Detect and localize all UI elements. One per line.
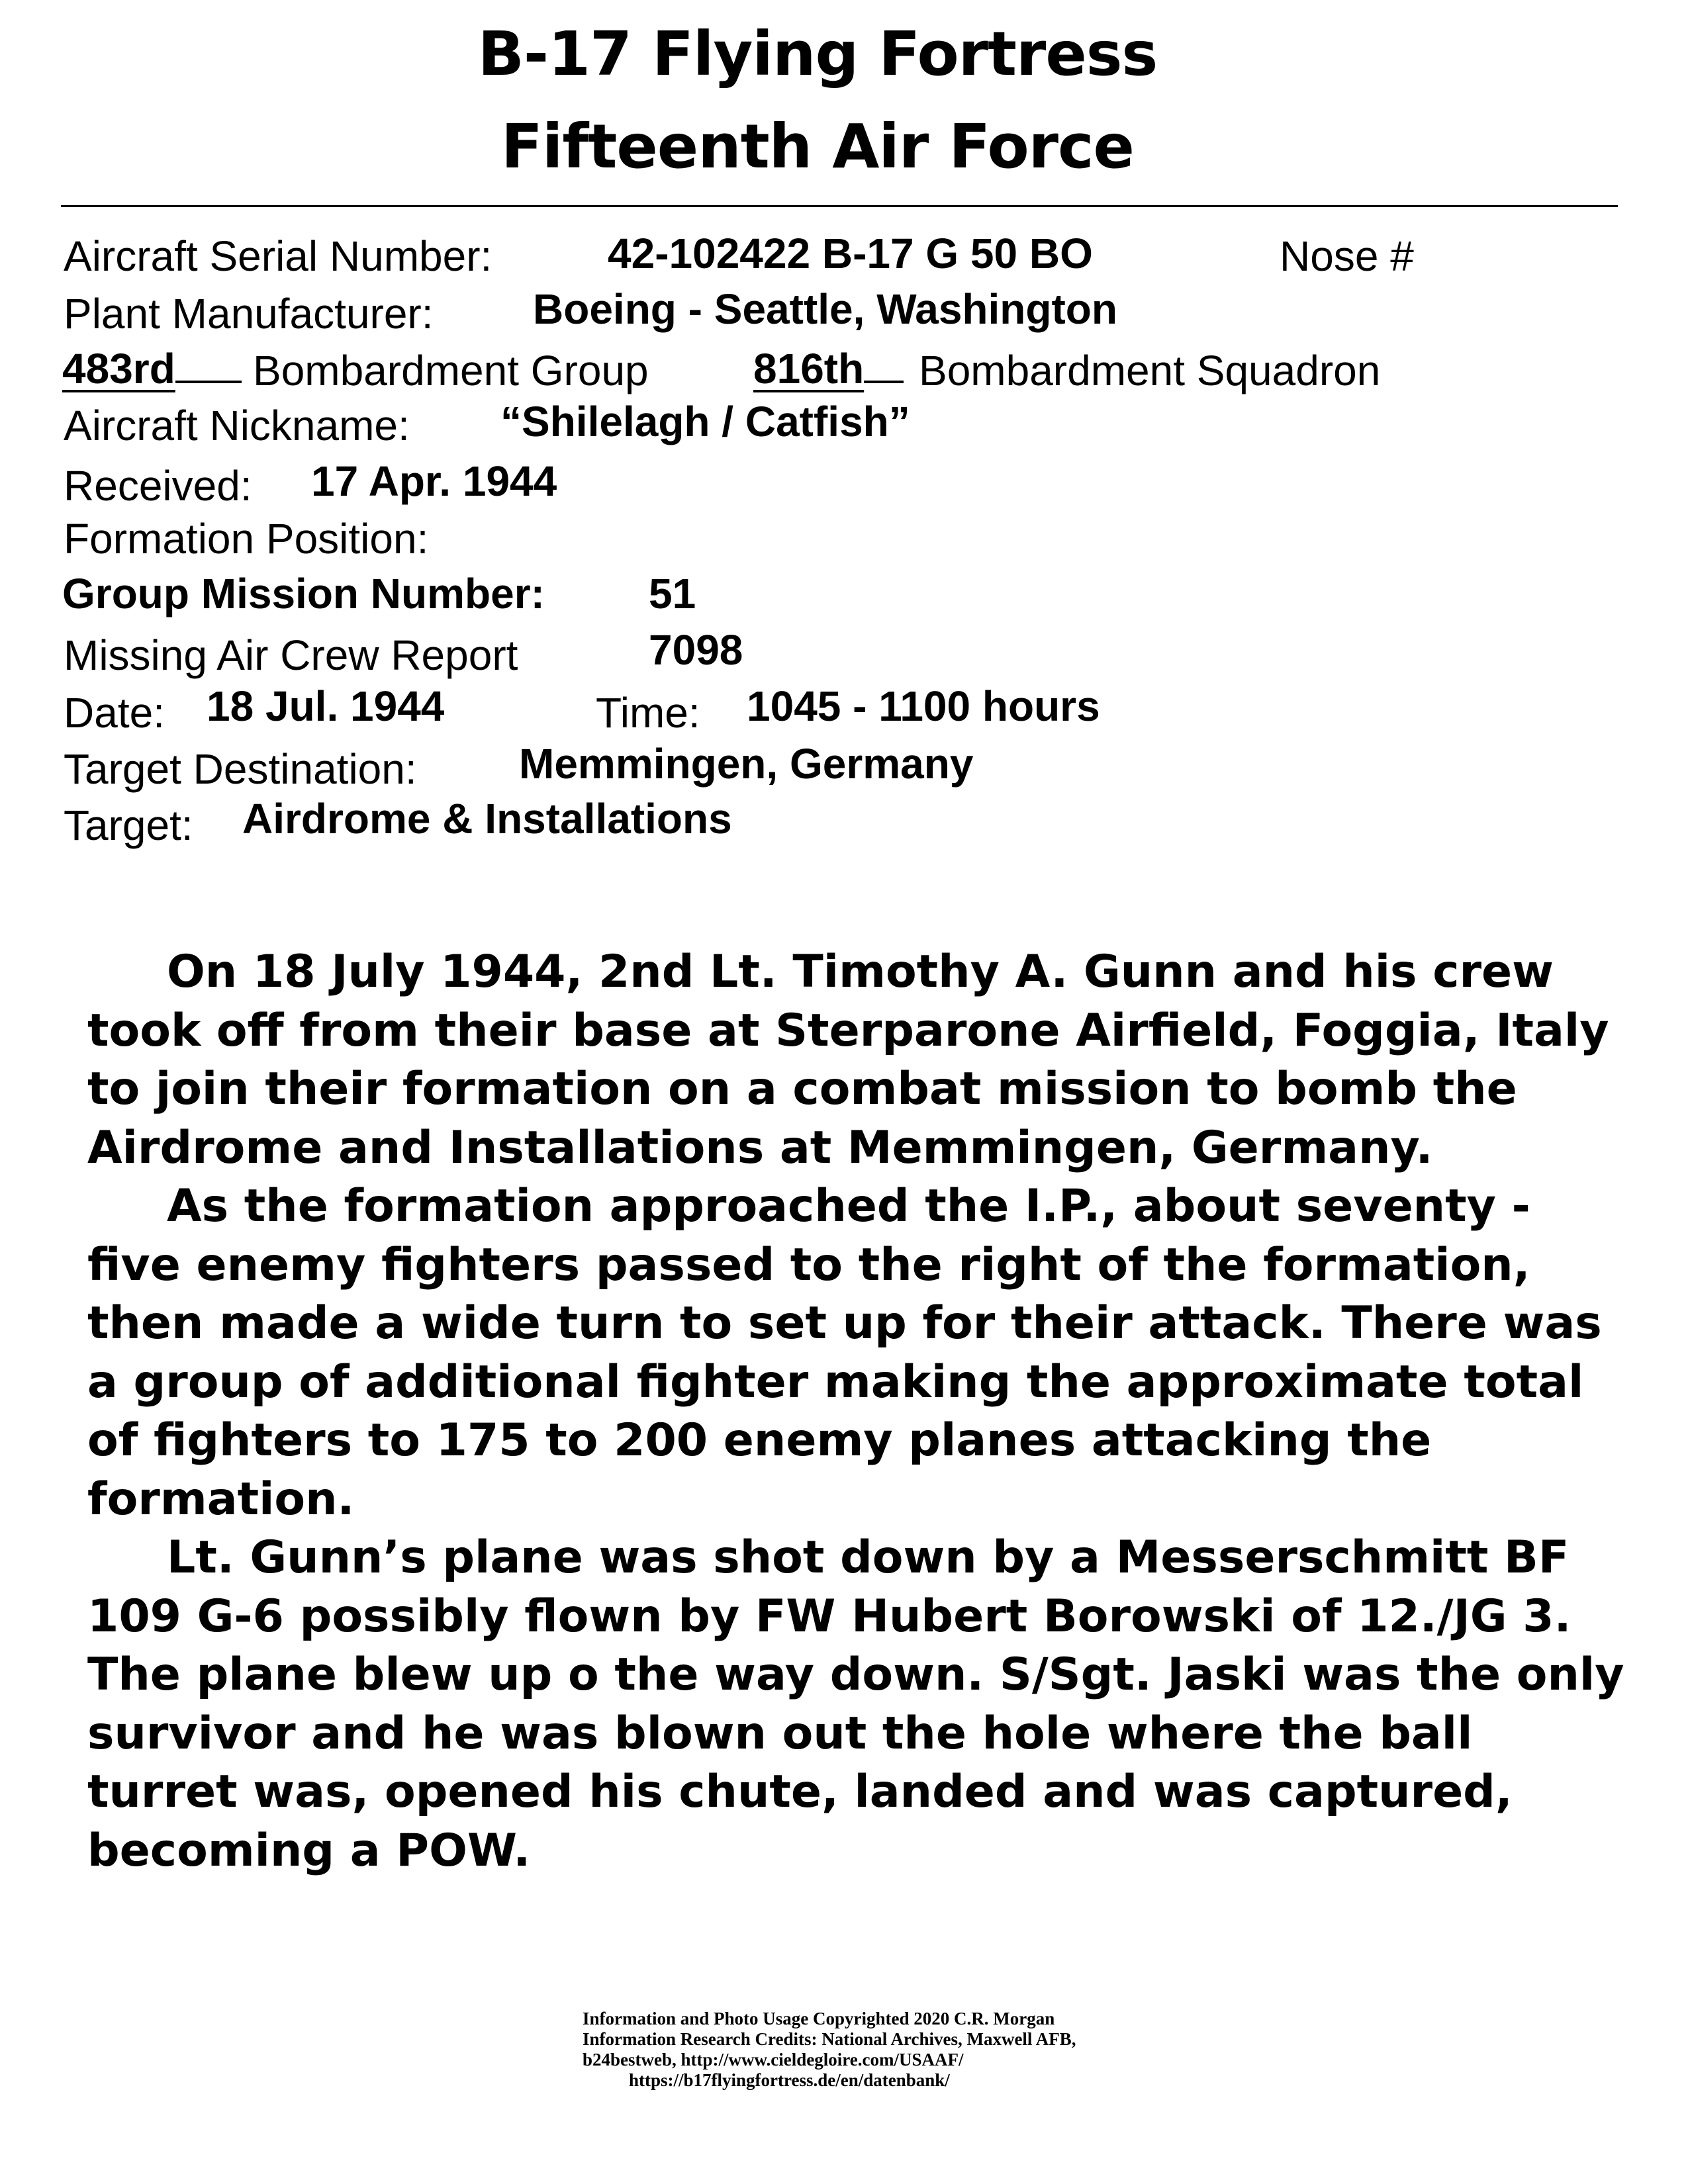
time-value: 1045 - 1100 hours <box>747 682 1100 730</box>
date-value: 18 Jul. 1944 <box>207 682 445 730</box>
mission-narrative <box>87 943 1630 1880</box>
nickname-value: “Shilelagh / Catfish” <box>500 398 910 445</box>
credits-footer <box>583 2009 1076 2091</box>
nose-label: Nose # <box>1280 232 1414 280</box>
destination-label: Target Destination: <box>64 745 417 793</box>
plant-value: Boeing - Seattle, Washington <box>533 285 1117 333</box>
narrative-paragraph-2: As the formation approached the I.P., about seventy - five enemy fighters passed to the right of the formation, then made a wide turn to set up for their attack. There was a group of additional fighter making the approximate total of fighters to 175 to 200 enemy planes attacking the formation. <box>87 1180 1602 1525</box>
formation-label: Formation Position: <box>64 515 429 563</box>
title-line-2: Fifteenth Air Force <box>501 111 1134 182</box>
time-label: Time: <box>596 689 700 737</box>
macr-value: 7098 <box>649 626 743 674</box>
footer-line-3: b24bestweb, http://www.cieldegloire.com/USAAF/ <box>583 2050 964 2070</box>
footer-line-4: https://b17flyingfortress.de/en/datenbank/ <box>629 2070 950 2090</box>
destination-value: Memmingen, Germany <box>519 740 974 788</box>
serial-label: Aircraft Serial Number: <box>64 232 492 280</box>
nickname-label: Aircraft Nickname: <box>64 402 410 449</box>
target-value: Airdrome & Installations <box>242 795 732 842</box>
mission-label: Group Mission Number: <box>62 570 545 617</box>
macr-label: Missing Air Crew Report <box>64 631 518 679</box>
title-line-1: B-17 Flying Fortress <box>477 19 1158 89</box>
squadron-number: 816th <box>753 344 904 393</box>
received-value: 17 Apr. 1944 <box>311 457 557 505</box>
group-label: Bombardment Group <box>253 347 649 394</box>
serial-value: 42-102422 B-17 G 50 BO <box>608 230 1093 277</box>
mission-value: 51 <box>649 570 696 617</box>
narrative-paragraph-3: Lt. Gunn’s plane was shot down by a Messerschmitt BF 109 G-6 possibly flown by FW Hubert Borowski of 12./JG 3. The plane blew up o the way down. S/Sgt. Jaski was the only survivor and he was blown out the hole where the ball turret was, opened his chute, landed and was captured, becoming a POW. <box>87 1531 1624 1877</box>
received-label: Received: <box>64 462 252 510</box>
squadron-label: Bombardment Squadron <box>919 347 1381 394</box>
narrative-paragraph-1: On 18 July 1944, 2nd Lt. Timothy A. Gunn and his crew took off from their base at Sterparone Airfield, Foggia, Italy to join their formation on a combat mission to bomb the Airdrome and Installations at Memmingen, Germany. <box>87 946 1609 1174</box>
header-divider <box>61 205 1618 207</box>
footer-line-1: Information and Photo Usage Copyrighted 2020 C.R. Morgan <box>583 2009 1055 2028</box>
plant-label: Plant Manufacturer: <box>64 290 434 338</box>
footer-line-2: Information Research Credits: National Archives, Maxwell AFB, <box>583 2029 1076 2049</box>
date-label: Date: <box>64 689 165 737</box>
target-label: Target: <box>64 801 193 849</box>
group-number: 483rd <box>62 344 242 393</box>
